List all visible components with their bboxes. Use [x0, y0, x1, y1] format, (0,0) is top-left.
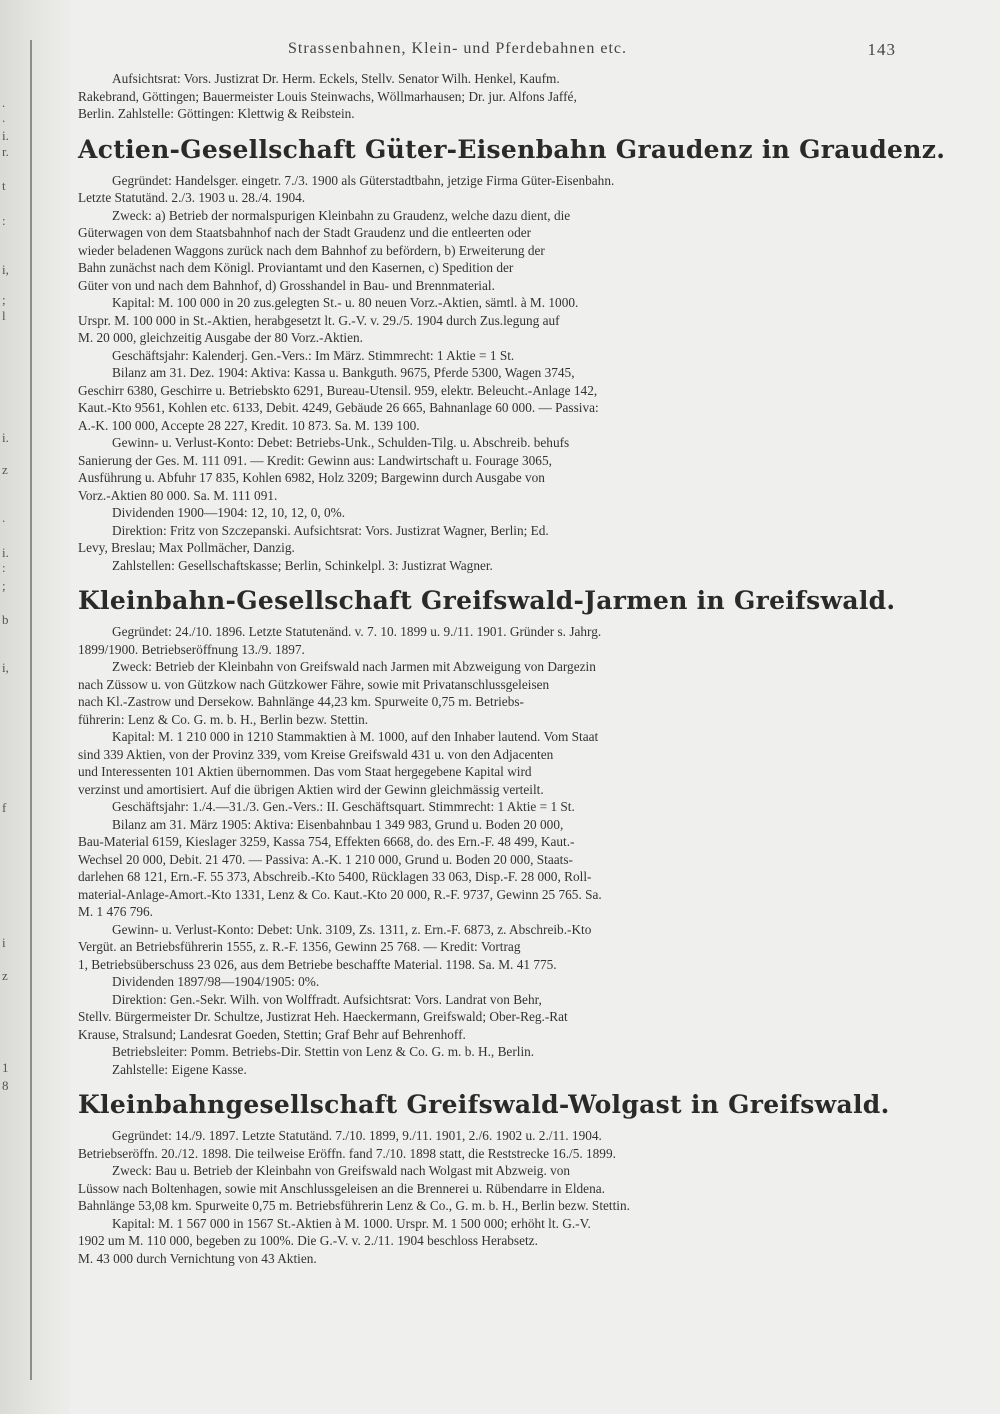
entry-heading: Kleinbahn-Gesellschaft Greifswald-Jarmen in Greifswald. — [78, 586, 896, 615]
entry-line: Gegründet: 24./10. 1896. Letzte Statutenänd. v. 7. 10. 1899 u. 9./11. 1901. Gründer s. Jahrg. — [112, 624, 602, 639]
entry-greifswald-jarmen — [78, 586, 894, 1078]
page-number: 143 — [867, 40, 896, 59]
entry-line: 1902 um M. 110 000, begeben zu 100%. Die G.-V. v. 2./11. 1904 beschloss Herabsetz. — [78, 1233, 538, 1248]
entry-line: M. 20 000, gleichzeitig Ausgabe der 80 Vorz.-Aktien. — [78, 330, 363, 345]
gutter-mark: . — [2, 510, 6, 525]
entry-line: Vorz.-Aktien 80 000. Sa. M. 111 091. — [78, 487, 278, 503]
gutter-marks — [2, 0, 16, 1414]
entry-line: material-Anlage-Amort.-Kto 1331, Lenz & Co. Kaut.-Kto 20 000, R.-F. 9737, Gewinn 25 765. Sa. — [78, 886, 602, 902]
entry-line: Zweck: Bau u. Betrieb der Kleinbahn von Greifswald nach Wolgast mit Abzweig. von — [112, 1163, 571, 1178]
entry-line: nach Kl.-Zastrow und Dersekow. Bahnlänge 44,23 km. Spurweite 0,75 m. Betriebs- — [78, 694, 524, 709]
entry-line: Gewinn- u. Verlust-Konto: Debet: Betriebs-Unk., Schulden-Tilg. u. Abschreib. behufs — [112, 435, 570, 450]
entry-graudenz — [78, 134, 946, 575]
entry-line: Geschäftsjahr: 1./4.—31./3. Gen.-Vers.: II. Geschäftsquart. Stimmrecht: 1 Aktie = 1 St. — [112, 799, 575, 814]
entry-line: Vergüt. an Betriebsführerin 1555, z. R.-F. 1356, Gewinn 25 768. — Kredit: Vortrag — [78, 939, 521, 954]
entry-line: Kaut.-Kto 9561, Kohlen etc. 6133, Debit. 4249, Gebäude 26 665, Bahnanlage 60 000. — Passiva: — [78, 400, 599, 415]
entry-line: Güterwagen von dem Staatsbahnhof nach der Stadt Graudenz und die entleerten oder — [78, 225, 532, 240]
gutter-mark: b — [2, 612, 9, 627]
entry-line: Bahn zunächst nach dem Königl. Proviantamt und den Kasernen, c) Spedition der — [78, 260, 514, 275]
gutter-mark: i — [2, 935, 6, 950]
entry-line: Ausführung u. Abfuhr 17 835, Kohlen 6982, Holz 3209; Bargewinn durch Ausgabe von — [78, 470, 545, 485]
entry-line: Direktion: Fritz von Szczepanski. Aufsichtsrat: Vors. Justizrat Wagner, Berlin; Ed. — [112, 522, 549, 538]
intro-line: Rakebrand, Göttingen; Bauermeister Louis Steinwachs, Wöllmarhausen; Dr. jur. Alfons Jaffé, — [78, 88, 577, 104]
column-rule — [30, 40, 32, 1380]
entry-line: Bilanz am 31. März 1905: Aktiva: Eisenbahnbau 1 349 983, Grund u. Boden 20 000, — [112, 816, 564, 832]
running-title: Strassenbahnen, Klein- und Pferdebahnen etc. — [288, 40, 628, 57]
entry-line: Gegründet: 14./9. 1897. Letzte Statutänd. 7./10. 1899, 9./11. 1901, 2./6. 1902 u. 2./11. 1904. — [112, 1128, 602, 1143]
entry-line: verzinst und amortisiert. Auf die übrigen Aktien wird der Gewinn gleichmässig verteilt. — [78, 781, 544, 797]
gutter-mark: . — [2, 110, 6, 125]
entry-line: 1899/1900. Betriebseröffnung 13./9. 1897. — [78, 641, 305, 657]
entry-line: Sanierung der Ges. M. 111 091. — Kredit: Gewinn aus: Landwirtschaft u. Fourage 3065, — [78, 452, 552, 468]
entry-line: und Interessenten 101 Aktien übernommen. Das vom Staat hergegebene Kapital wird — [78, 764, 532, 779]
entry-line: Zweck: Betrieb der Kleinbahn von Greifswald nach Jarmen mit Abzweigung von Dargezin — [112, 659, 596, 674]
entry-heading: Actien-Gesellschaft Güter-Eisenbahn Graudenz in Graudenz. — [78, 134, 946, 164]
gutter-mark: z — [2, 462, 8, 477]
running-head — [78, 40, 894, 70]
entry-line: Kapital: M. 1 567 000 in 1567 St.-Aktien à M. 1000. Urspr. M. 1 500 000; erhöht lt. G.-V. — [112, 1215, 591, 1231]
gutter-mark: z — [2, 968, 8, 983]
gutter-mark: i, — [2, 262, 9, 277]
entry-line: führerin: Lenz & Co. G. m. b. H., Berlin bezw. Stettin. — [78, 711, 369, 727]
intro-line: Aufsichtsrat: Vors. Justizrat Dr. Herm. Eckels, Stellv. Senator Wilh. Henkel, Kaufm. — [112, 71, 560, 86]
entry-line: Bilanz am 31. Dez. 1904: Aktiva: Kassa u. Bankguth. 9675, Pferde 5300, Wagen 3745, — [112, 365, 575, 380]
entry-line: Krause, Stralsund; Landesrat Goeden, Stettin; Graf Behr auf Behrenhoff. — [78, 1026, 466, 1042]
gutter-mark: . — [2, 95, 6, 110]
entry-line: Levy, Breslau; Max Pollmächer, Danzig. — [78, 540, 295, 555]
entry-line: Gewinn- u. Verlust-Konto: Debet: Unk. 3109, Zs. 1311, z. Ern.-F. 6873, z. Abschreib.-Kto — [112, 921, 592, 937]
entry-line: Geschirr 6380, Geschirre u. Betriebskto 6291, Bureau-Utensil. 959, elektr. Beleucht.-Anlage 142, — [78, 382, 598, 398]
entry-line: Zahlstelle: Eigene Kasse. — [112, 1061, 247, 1077]
entry-line: Bau-Material 6159, Kieslager 3259, Kassa 754, Effekten 6668, do. des Ern.-F. 48 499, Kaut.- — [78, 834, 575, 849]
gutter-mark: l — [2, 308, 6, 323]
gutter-mark: ; — [2, 292, 6, 307]
gutter-mark: ; — [2, 578, 6, 593]
entry-line: Wechsel 20 000, Debit. 21 470. — Passiva: A.-K. 1 210 000, Grund u. Boden 20 000, Staats- — [78, 851, 573, 867]
entry-line: M. 1 476 796. — [78, 904, 153, 919]
entry-line: Urspr. M. 100 000 in St.-Aktien, herabgesetzt lt. G.-V. v. 29./5. 1904 durch Zus.legung auf — [78, 312, 560, 328]
gutter-mark: 1 — [2, 1060, 9, 1075]
entry-line: Dividenden 1900—1904: 12, 10, 12, 0, 0%. — [112, 505, 346, 520]
binding-gutter — [0, 0, 70, 1414]
gutter-mark: : — [2, 560, 6, 575]
entry-line: Betriebsleiter: Pomm. Betriebs-Dir. Stettin von Lenz & Co. G. m. b. H., Berlin. — [112, 1044, 535, 1059]
gutter-mark: r. — [2, 144, 9, 159]
entry-line: darlehen 68 121, Ern.-F. 55 373, Abschreib.-Kto 5400, Rücklagen 33 063, Disp.-F. 28 000, Roll- — [78, 869, 592, 884]
gutter-mark: : — [2, 213, 6, 228]
entry-line: A.-K. 100 000, Accepte 28 227, Kredit. 10 873. Sa. M. 139 100. — [78, 417, 420, 433]
entry-greifswald-wolgast — [78, 1090, 894, 1267]
entry-line: Direktion: Gen.-Sekr. Wilh. von Wolffradt. Aufsichtsrat: Vors. Landrat von Behr, — [112, 991, 542, 1007]
gutter-mark: t — [2, 178, 6, 193]
entry-line: Zweck: a) Betrieb der normalspurigen Kleinbahn zu Graudenz, welche dazu dient, die — [112, 207, 571, 223]
gutter-mark: i. — [2, 128, 9, 143]
entry-heading: Kleinbahngesellschaft Greifswald-Wolgast in Greifswald. — [78, 1090, 890, 1119]
entry-line: sind 339 Aktien, von der Provinz 339, vom Kreise Greifswald 431 u. von den Adjacenten — [78, 746, 554, 762]
gutter-mark: i, — [2, 660, 9, 675]
entry-line: M. 43 000 durch Vernichtung von 43 Aktien. — [78, 1250, 317, 1266]
entry-line: Stellv. Bürgermeister Dr. Schultze, Justizrat Heh. Haeckermann, Greifswald; Ober-Reg.-Rat — [78, 1009, 568, 1024]
entry-line: Betriebseröffn. 20./12. 1898. Die teilweise Eröffn. fand 7./10. 1898 statt, die Reststrecke 16./5. 1899. — [78, 1145, 616, 1161]
entry-line: Güter von und nach dem Bahnhof, d) Grosshandel in Bau- und Brennmaterial. — [78, 277, 495, 293]
gutter-mark: 8 — [2, 1078, 9, 1093]
page-content — [78, 40, 946, 1273]
gutter-mark: f — [2, 800, 7, 815]
entry-line: wieder beladenen Waggons zurück nach dem Bahnhof zu befördern, b) Erweiterung der — [78, 242, 545, 258]
entry-line: Lüssow nach Boltenhagen, sowie mit Anschlussgeleisen an die Brennerei u. Rübendarre in Eldena. — [78, 1180, 605, 1196]
entry-line: Gegründet: Handelsger. eingetr. 7./3. 1900 als Güterstadtbahn, jetzige Firma Güter-Eisenbahn. — [112, 172, 615, 188]
gutter-mark: i. — [2, 545, 9, 560]
entry-line: Letzte Statutänd. 2./3. 1903 u. 28./4. 1904. — [78, 190, 306, 205]
entry-line: nach Züssow u. von Gützkow nach Gützkower Fähre, sowie mit Privatanschlussgeleisen — [78, 676, 550, 692]
intro-block — [78, 70, 894, 123]
entry-line: Geschäftsjahr: Kalenderj. Gen.-Vers.: Im März. Stimmrecht: 1 Aktie = 1 St. — [112, 347, 515, 363]
gutter-mark: i. — [2, 430, 9, 445]
intro-line: Berlin. Zahlstelle: Göttingen: Klettwig & Reibstein. — [78, 106, 355, 121]
entry-line: Zahlstellen: Gesellschaftskasse; Berlin, Schinkelpl. 3: Justizrat Wagner. — [112, 557, 493, 573]
entry-line: Bahnlänge 53,08 km. Spurweite 0,75 m. Betriebsführerin Lenz & Co., G. m. b. H., Berlin bezw. Stettin. — [78, 1198, 630, 1213]
entry-line: Kapital: M. 100 000 in 20 zus.gelegten St.- u. 80 neuen Vorz.-Aktien, sämtl. à M. 1000. — [112, 295, 579, 310]
entry-line: 1, Betriebsüberschuss 23 026, aus dem Betriebe beschaffte Material. 1198. Sa. M. 41 775. — [78, 956, 557, 972]
entry-line: Dividenden 1897/98—1904/1905: 0%. — [112, 974, 320, 989]
entry-line: Kapital: M. 1 210 000 in 1210 Stammaktien à M. 1000, auf den Inhaber lautend. Vom Staat — [112, 729, 599, 744]
